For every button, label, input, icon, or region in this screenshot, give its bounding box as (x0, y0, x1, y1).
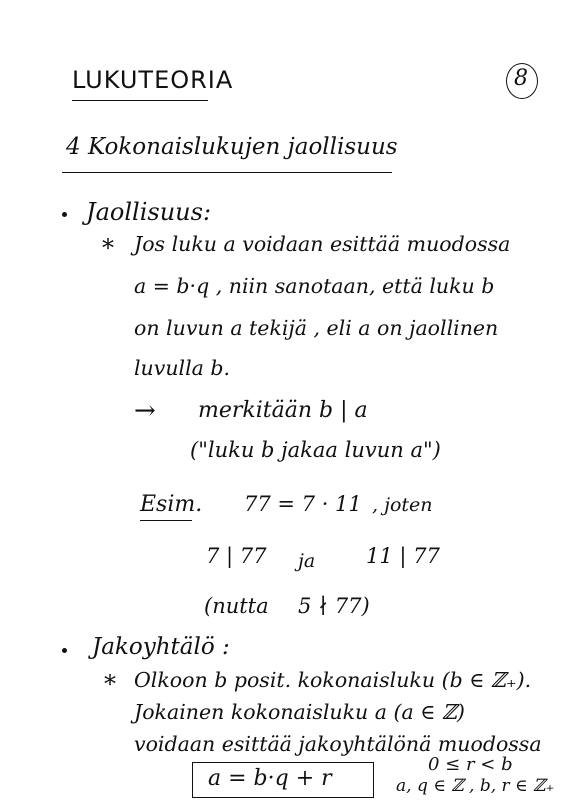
division-label: Jakoyhtälö : (92, 634, 230, 660)
example-equation: 77 = 7 · 11 (244, 492, 362, 516)
example-joten: , joten (372, 494, 433, 516)
division-line-2: Jokainen kokonaisluku a (a ∈ ℤ) (134, 700, 465, 724)
section-heading: 4 Kokonaislukujen jaollisuus (66, 134, 398, 160)
example-underline (140, 520, 192, 521)
divisibility-label: Jaollisuus: (86, 198, 212, 226)
counterexample-open: (nutta (204, 594, 269, 618)
remainder-condition: 0 ≤ r < b (428, 754, 513, 775)
definition-line-1: Jos luku a voidaan esittää muodossa (134, 232, 511, 256)
page-title: LUKUTEORIA (72, 66, 234, 94)
counterexample-relation: 5 ∤ 77) (298, 594, 370, 618)
section-underline (62, 172, 392, 173)
definition-line-3: on luvun a tekijä , eli a on jaollinen (134, 316, 499, 340)
definition-line-2: a = b·q , niin sanotaan, että luku b (134, 274, 495, 298)
division-line-3: voidaan esittää jakoyhtälönä muodossa (134, 732, 542, 756)
notation-reading: ("luku b jakaa luvun a") (190, 438, 441, 462)
page-number: 8 (514, 66, 528, 91)
divides-right: 11 | 77 (366, 544, 440, 568)
divides-left: 7 | 77 (206, 544, 267, 568)
example-label: Esim. (140, 492, 203, 517)
star-marker: * (104, 670, 116, 698)
title-underline (72, 100, 208, 101)
set-condition: a, q ∈ ℤ , b, r ∈ ℤ₊ (396, 776, 555, 796)
arrow-icon: → (134, 396, 156, 426)
notation-text: merkitään b | a (198, 398, 368, 423)
definition-line-4: luvulla b. (134, 356, 231, 380)
ja-word: ja (298, 550, 316, 572)
division-line-1: Olkoon b posit. kokonaisluku (b ∈ ℤ₊). (134, 668, 532, 692)
bullet (62, 212, 67, 217)
bullet (62, 648, 67, 653)
division-equation: a = b·q + r (208, 766, 332, 791)
star-marker: * (102, 234, 114, 262)
